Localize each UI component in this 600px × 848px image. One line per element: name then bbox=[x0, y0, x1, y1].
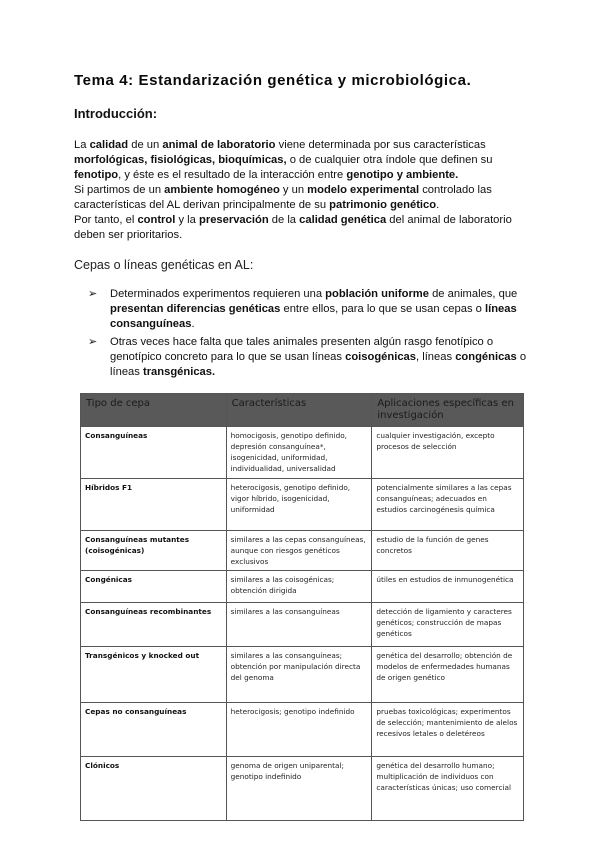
bullet-item bbox=[88, 287, 528, 332]
paragraph-run: o de cualquier otra índole que definen su bbox=[286, 154, 493, 166]
cell-type: Cepas no consanguíneas bbox=[81, 703, 227, 757]
cell-type: Congénicas bbox=[81, 571, 227, 603]
cell-applications: genética del desarrollo; obtención de modelos de enfermedades humanas de origen genético bbox=[372, 647, 524, 703]
cell-type: Clónicos bbox=[81, 757, 227, 821]
bullet-run: . bbox=[191, 318, 195, 330]
table-row bbox=[81, 647, 524, 703]
paragraph-run: de un bbox=[128, 139, 163, 151]
cell-applications: genética del desarrollo humano; multiplicación de individuos con características únicas; uso comercial bbox=[372, 757, 524, 821]
bullet-item bbox=[88, 335, 528, 380]
intro-paragraph-1 bbox=[74, 138, 514, 183]
bullet-run: coisogénicas bbox=[345, 351, 416, 363]
cell-features: similares a las consanguíneas bbox=[226, 603, 372, 647]
paragraph-run: del animal de laboratorio deben ser prioritarios. bbox=[74, 214, 512, 241]
document-title: Tema 4: Estandarización genética y microbiológica. bbox=[74, 72, 472, 89]
cell-features: heterocigosis; genotipo indefinido bbox=[226, 703, 372, 757]
cell-type: Consanguíneas mutantes (coisogénicas) bbox=[81, 531, 227, 571]
header-features: Características bbox=[226, 394, 372, 427]
intro-paragraph-2 bbox=[74, 183, 514, 213]
paragraph-run: ambiente homogéneo bbox=[164, 184, 280, 196]
arrow-bullet-icon: ➢ bbox=[88, 288, 98, 300]
bullet-run: congénicas bbox=[455, 351, 517, 363]
paragraph-run: preservación bbox=[199, 214, 269, 226]
cell-applications: detección de ligamiento y caracteres genéticos; construcción de mapas genéticos bbox=[372, 603, 524, 647]
bullet-run: líneas consanguíneas bbox=[110, 303, 517, 330]
header-strain-type: Tipo de cepa bbox=[81, 394, 227, 427]
paragraph-run: modelo experimental bbox=[307, 184, 420, 196]
intro-paragraph-3 bbox=[74, 213, 514, 243]
paragraph-run: Por tanto, el bbox=[74, 214, 138, 226]
table-header-row bbox=[81, 394, 524, 427]
bullet-run: transgénicas. bbox=[142, 366, 216, 378]
bullet-text bbox=[110, 288, 517, 330]
cell-features: homocigosis, genotipo definido, depresión consanguínea*, isogenicidad, uniformidad, individualidad, universalidad bbox=[226, 427, 372, 479]
table-row bbox=[81, 427, 524, 479]
cell-features: similares a las consanguíneas; obtención por manipulación directa del genoma bbox=[226, 647, 372, 703]
table-row bbox=[81, 703, 524, 757]
paragraph-run: y un bbox=[279, 184, 308, 196]
cepas-heading: Cepas o líneas genéticas en AL: bbox=[74, 258, 254, 272]
cell-type: Transgénicos y knocked out bbox=[81, 647, 227, 703]
cell-features: similares a las coisogénicas; obtención dirigida bbox=[226, 571, 372, 603]
paragraph-run: La bbox=[74, 139, 90, 151]
paragraph-run: animal de laboratorio bbox=[162, 139, 276, 151]
bullet-text bbox=[110, 336, 526, 378]
table-row bbox=[81, 757, 524, 821]
strain-types-table bbox=[80, 393, 524, 821]
paragraph-run: de la bbox=[268, 214, 300, 226]
paragraph-run: calidad bbox=[89, 139, 129, 151]
paragraph-run: morfológicas, fisiológicas, bioquímicas, bbox=[74, 154, 287, 166]
table-row bbox=[81, 571, 524, 603]
bullet-run: o líneas bbox=[110, 351, 527, 378]
bullet-run: , líneas bbox=[416, 351, 456, 363]
bullet-run: Determinados experimentos requieren una bbox=[110, 288, 326, 300]
bullet-run: Otras veces hace falta que tales animales presenten algún rasgo fenotípico o genotípico concreto para lo que se usan líneas bbox=[110, 336, 494, 363]
cell-applications: pruebas toxicológicas; experimentos de selección; mantenimiento de alelos recesivos letales o deletéreos bbox=[372, 703, 524, 757]
cell-features: heterocigosis, genotipo definido, vigor híbrido, isogenicidad, uniformidad bbox=[226, 479, 372, 531]
cell-type: Consanguíneas recombinantes bbox=[81, 603, 227, 647]
table-row bbox=[81, 603, 524, 647]
table-row bbox=[81, 531, 524, 571]
cell-features: genoma de origen uniparental; genotipo indefinido bbox=[226, 757, 372, 821]
bullet-list bbox=[88, 287, 528, 383]
header-applications: Aplicaciones específicas en investigación bbox=[372, 394, 524, 427]
paragraph-run: , y éste es el resultado de la interacción entre bbox=[118, 169, 347, 181]
cell-type: Híbridos F1 bbox=[81, 479, 227, 531]
bullet-run: población uniforme bbox=[325, 288, 429, 300]
paragraph-run: genotipo y ambiente. bbox=[346, 169, 459, 181]
cell-applications: cualquier investigación, excepto procesos de selección bbox=[372, 427, 524, 479]
bullet-run: presentan diferencias genéticas bbox=[110, 303, 281, 315]
table-row bbox=[81, 479, 524, 531]
cell-applications: estudio de la función de genes concretos bbox=[372, 531, 524, 571]
intro-heading: Introducción: bbox=[74, 106, 158, 121]
paragraph-run: calidad genética bbox=[299, 214, 387, 226]
cell-features: similares a las cepas consanguíneas, aunque con riesgos genéticos exclusivos bbox=[226, 531, 372, 571]
arrow-bullet-icon: ➢ bbox=[88, 336, 98, 348]
bullet-run: entre ellos, para lo que se usan cepas o bbox=[280, 303, 485, 315]
paragraph-run: . bbox=[436, 199, 440, 211]
paragraph-run: patrimonio genético bbox=[329, 199, 437, 211]
cell-applications: potencialmente similares a las cepas consanguíneas; adecuados en estudios carcinogénesis química bbox=[372, 479, 524, 531]
paragraph-run: Si partimos de un bbox=[74, 184, 165, 196]
paragraph-run: controlado las características del AL derivan principalmente de su bbox=[74, 184, 492, 211]
paragraph-run: y la bbox=[175, 214, 199, 226]
paragraph-run: fenotipo bbox=[74, 169, 119, 181]
cell-type: Consanguíneas bbox=[81, 427, 227, 479]
paragraph-run: viene determinada por sus características bbox=[275, 139, 486, 151]
cell-applications: útiles en estudios de inmunogenética bbox=[372, 571, 524, 603]
paragraph-run: control bbox=[137, 214, 176, 226]
bullet-run: de animales, que bbox=[428, 288, 518, 300]
